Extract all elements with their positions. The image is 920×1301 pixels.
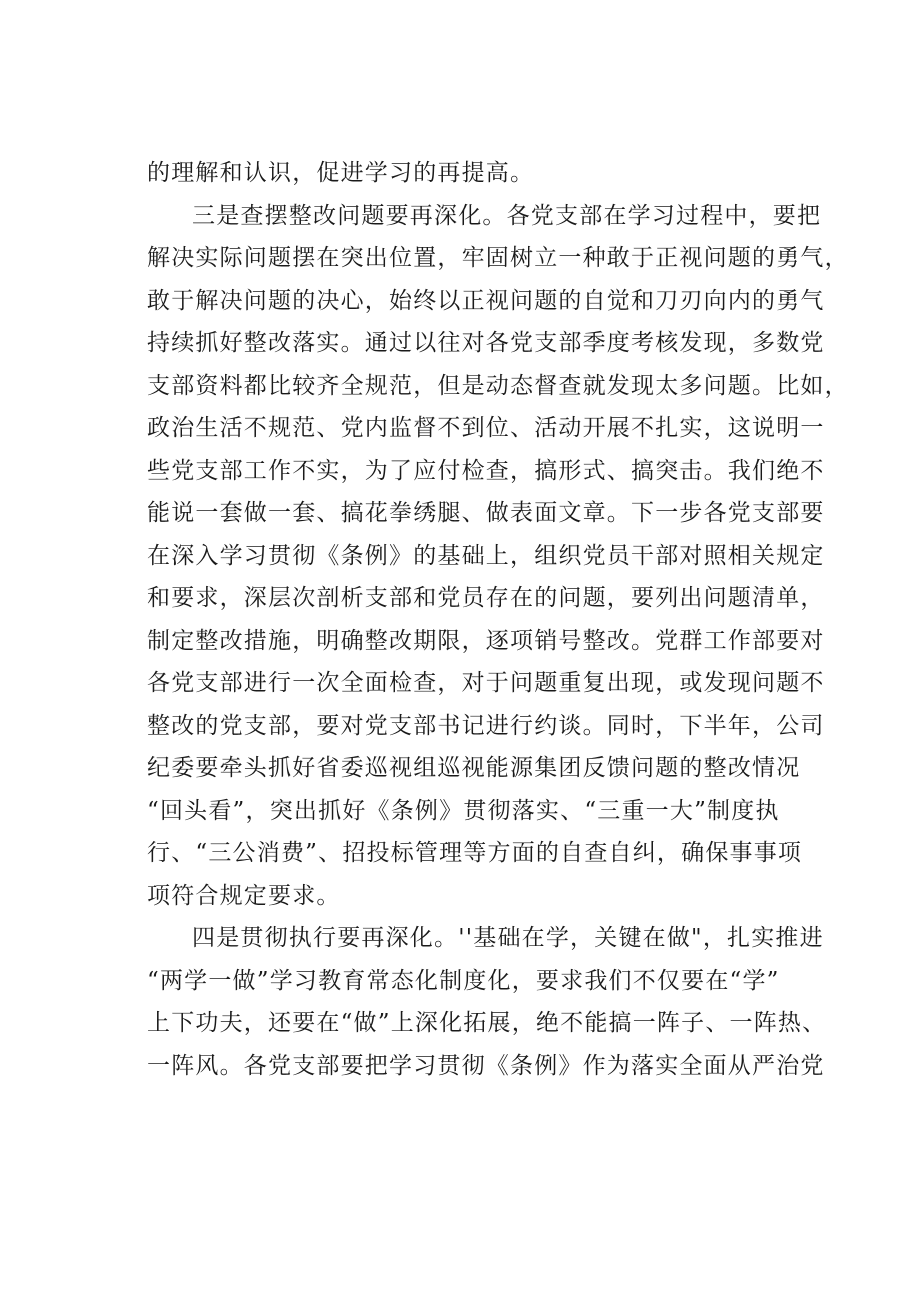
- text-line: 政治生活不规范、党内监督不到位、活动开展不扎实，这说明一: [147, 415, 825, 441]
- paragraph-4-start: 四是贯彻执行要再深化。''基础在学，关键在做"，扎实推进: [192, 925, 824, 951]
- text-line: 一阵风。各党支部要把学习贯彻《条例》作为落实全面从严治党: [147, 1052, 825, 1079]
- text-line: 制定整改措施，明确整改期限，逐项销号整改。党群工作部要对: [147, 627, 825, 654]
- text-line: 和要求，深层次剖析支部和党员存在的问题，要列出问题清单，: [147, 585, 825, 611]
- text-line: 持续抓好整改落实。通过以往对各党支部季度考核发现，多数党: [147, 330, 825, 356]
- text-line: 整改的党支部，要对党支部书记进行约谈。同时，下半年，公司: [147, 712, 825, 739]
- text-line: “回头看”，突出抓好《条例》贯彻落实、“三重一大”制度执: [147, 797, 780, 824]
- text-line: “两学一做”学习教育常态化制度化，要求我们不仅要在“学”: [147, 967, 780, 994]
- text-line: 各党支部进行一次全面检查，对于问题重复出现，或发现问题不: [147, 670, 825, 696]
- text-line: 敢于解决问题的决心，始终以正视问题的自觉和刀刃向内的勇气: [147, 287, 825, 314]
- text-line: 解决实际问题摆在突出位置，牢固树立一种敢于正视问题的勇气，: [147, 245, 849, 271]
- text-line: 些党支部工作不实，为了应付检查，搞形式、搞突击。我们绝不: [147, 457, 825, 484]
- text-line: 上下功夫，还要在“做”上深化拓展，绝不能搞一阵子、一阵热、: [147, 1010, 827, 1036]
- text-line: 纪委要牵头抓好省委巡视组巡视能源集团反馈问题的整改情况: [147, 755, 801, 781]
- text-line: 行、“三公消费”、招投标管理等方面的自查自纠，确保事事项: [147, 840, 803, 866]
- document-body: [147, 152, 849, 1087]
- text-line: 在深入学习贯彻《条例》的基础上，组织党员干部对照相关规定: [147, 542, 825, 569]
- text-line: 支部资料都比较齐全规范，但是动态督查就发现太多问题。比如，: [147, 372, 849, 399]
- paragraph-3-start: 三是查摆整改问题要再深化。各党支部在学习过程中，要把: [192, 202, 822, 229]
- text-line: 项符合规定要求。: [147, 882, 341, 909]
- text-line: 的理解和认识，促进学习的再提高。: [147, 160, 535, 186]
- text-line: 能说一套做一套、搞花拳绣腿、做表面文章。下一步各党支部要: [147, 500, 825, 526]
